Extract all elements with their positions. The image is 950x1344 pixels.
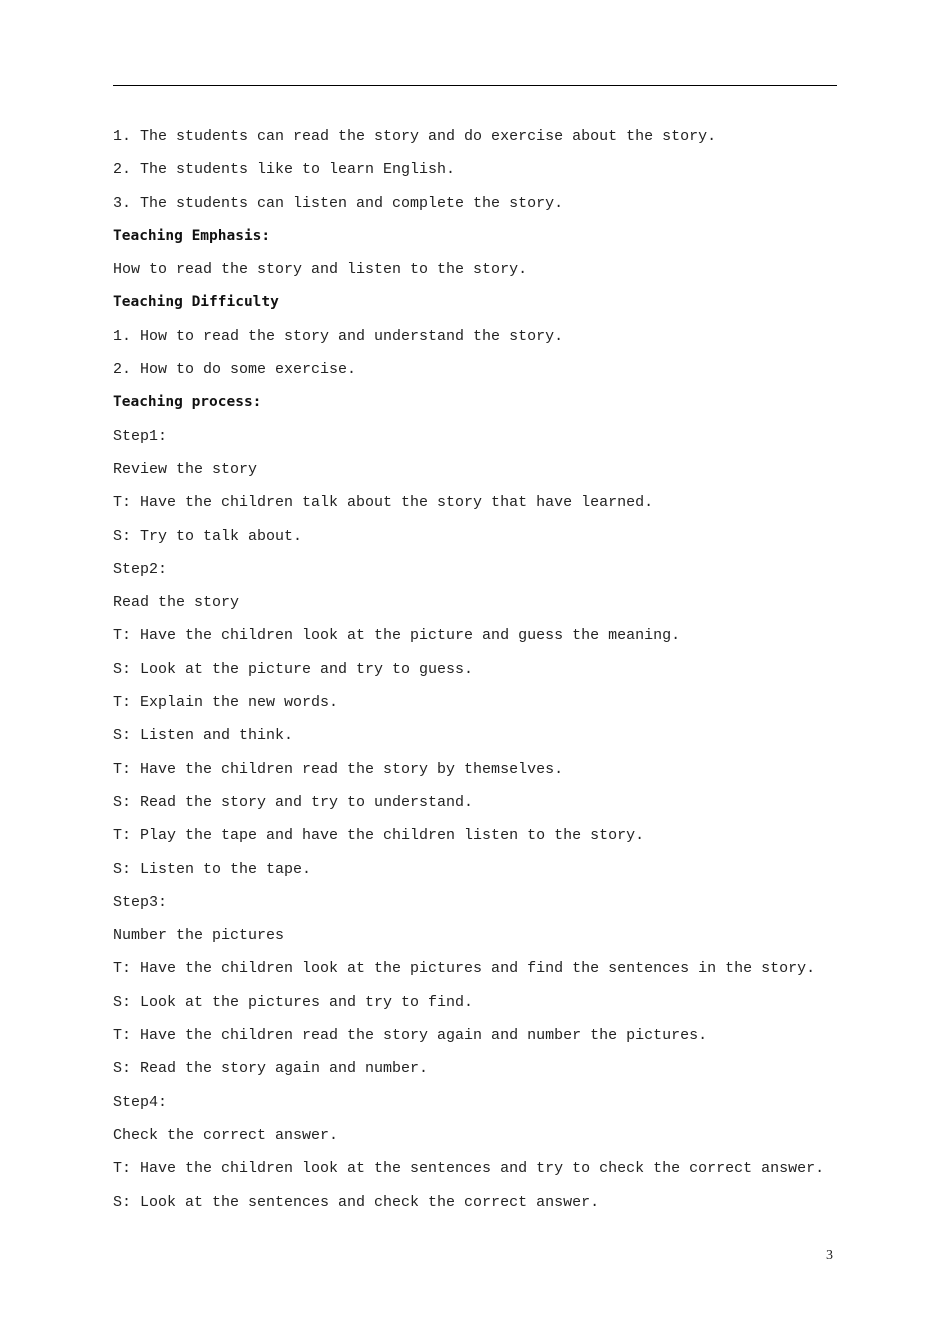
text-line: How to read the story and listen to the story. xyxy=(113,261,528,279)
text-line: Step2: xyxy=(113,560,168,578)
text-line: S: Listen to the tape. xyxy=(113,860,312,878)
text-line: S: Listen and think. xyxy=(113,727,294,745)
text-line: Number the pictures xyxy=(113,927,285,945)
text-line: T: Explain the new words. xyxy=(113,694,339,712)
text-line: 2. The students like to learn English. xyxy=(113,161,456,179)
text-line: 1. How to read the story and understand the story. xyxy=(113,327,564,345)
text-line: Read the story xyxy=(113,594,240,612)
text-line: Step4: xyxy=(113,1093,168,1111)
text-line: S: Try to talk about. xyxy=(113,527,303,545)
text-line: 2. How to do some exercise. xyxy=(113,361,357,379)
text-line: T: Have the children look at the picture and guess the meaning. xyxy=(113,627,681,645)
text-line: 3. The students can listen and complete the story. xyxy=(113,194,564,212)
text-line: Step3: xyxy=(113,893,168,911)
header-rule xyxy=(113,85,837,86)
text-line: S: Look at the picture and try to guess. xyxy=(113,660,474,678)
text-line: S: Read the story again and number. xyxy=(113,1060,429,1078)
text-line: Step1: xyxy=(113,427,168,445)
text-line: Check the correct answer. xyxy=(113,1126,339,1144)
section-heading: Teaching process: xyxy=(113,394,262,411)
section-heading: Teaching Emphasis: xyxy=(113,227,271,244)
document-body xyxy=(113,125,837,1224)
text-line: T: Have the children talk about the story that have learned. xyxy=(113,494,654,512)
text-line: Review the story xyxy=(113,460,258,478)
page-number: 3 xyxy=(826,1248,833,1263)
section-heading: Teaching Difficulty xyxy=(113,294,279,311)
text-line: T: Have the children read the story by themselves. xyxy=(113,760,564,778)
text-line: T: Play the tape and have the children listen to the story. xyxy=(113,827,645,845)
text-line: S: Look at the pictures and try to find. xyxy=(113,993,474,1011)
text-line: T: Have the children look at the pictures and find the sentences in the story. xyxy=(113,960,816,978)
text-line: T: Have the children look at the sentences and try to check the correct answer. xyxy=(113,1160,825,1178)
text-line: S: Read the story and try to understand. xyxy=(113,793,474,811)
text-line: S: Look at the sentences and check the correct answer. xyxy=(113,1193,600,1211)
text-line: 1. The students can read the story and do exercise about the story. xyxy=(113,128,717,145)
text-line: T: Have the children read the story again and number the pictures. xyxy=(113,1027,708,1045)
